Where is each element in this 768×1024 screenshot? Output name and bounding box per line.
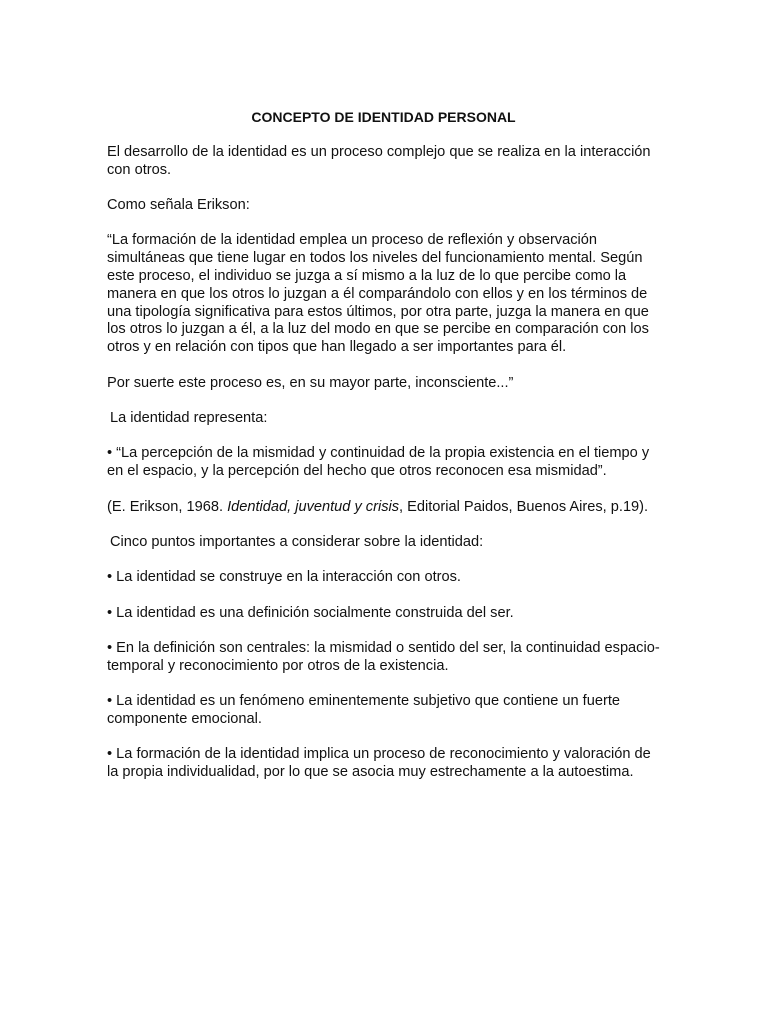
intro-paragraph: El desarrollo de la identidad es un proceso complejo que se realiza en la interacción con otros. bbox=[107, 143, 651, 178]
document-title: CONCEPTO DE IDENTIDAD PERSONAL bbox=[251, 109, 516, 125]
citation-suffix: , Editorial Paidos, Buenos Aires, p.19). bbox=[399, 498, 649, 515]
list-item: • En la definición son centrales: la mismidad o sentido del ser, la continuidad espacio-temporal y reconocimiento por otros de la existencia. bbox=[107, 640, 660, 674]
identity-definition: • “La percepción de la mismidad y continuidad de la propia existencia en el tiempo y en el espacio, y la percepción del hecho que otros reconocen esa mismidad”. bbox=[107, 445, 650, 480]
citation-book-title: Identidad, juventud y crisis bbox=[227, 498, 400, 515]
identity-represents-heading: La identidad representa: bbox=[110, 409, 268, 426]
citation-prefix: (E. Erikson, 1968. bbox=[107, 498, 228, 515]
erikson-quote: “La formación de la identidad emplea un proceso de reflexión y observación simultáneas que tiene lugar en todos los niveles del funcionamiento mental. Según este proceso, el individuo se juzga a sí mismo a la luz de lo que percibe como la manera en que los otros lo juzgan a él comparándolo con ellos y en los términos de una tipología significativa para estos últimos, por otra parte, juzga la manera en que los otros lo juzgan a él, a la luz del modo en que se percibe en comparación con los otros y en relación con tipos que han llegado a ser importantes para él. bbox=[107, 232, 649, 356]
list-item: • La identidad es un fenómeno eminentemente subjetivo que contiene un fuerte componente emocional. bbox=[107, 693, 621, 728]
list-item: • La identidad es una definición socialmente construida del ser. bbox=[107, 604, 514, 621]
list-item: • La identidad se construye en la interacción con otros. bbox=[107, 569, 461, 586]
citation bbox=[107, 499, 660, 517]
quote-ending: Por suerte este proceso es, en su mayor parte, inconsciente...” bbox=[107, 374, 514, 391]
list-item: • La formación de la identidad implica un proceso de reconocimiento y valoración de la propia individualidad, por lo que se asocia muy estrechamente a la autoestima. bbox=[107, 746, 651, 781]
erikson-intro: Como señala Erikson: bbox=[107, 196, 250, 213]
five-points-heading: Cinco puntos importantes a considerar sobre la identidad: bbox=[110, 533, 484, 550]
document-body bbox=[107, 109, 660, 800]
